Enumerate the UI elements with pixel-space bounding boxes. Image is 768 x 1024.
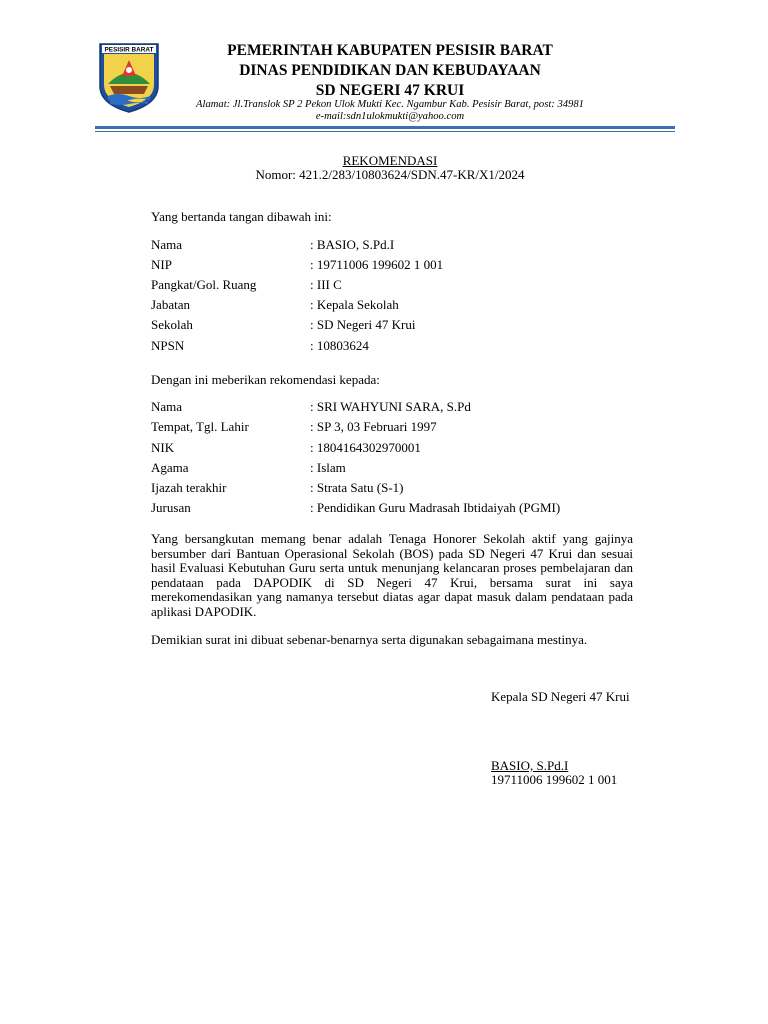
signer-position-label: Jabatan bbox=[151, 297, 190, 312]
signer-name-label: Nama bbox=[151, 237, 183, 252]
recipient-religion-value: : Islam bbox=[310, 460, 346, 475]
signer-position-value: : Kepala Sekolah bbox=[310, 297, 399, 312]
recipient-degree-value: : Strata Satu (S-1) bbox=[310, 480, 404, 495]
letter-closing: Demikian surat ini dibuat sebenar-benarnya serta digunakan sebagaimana mestinya. bbox=[151, 632, 588, 647]
signer-intro: Yang bertanda tangan dibawah ini: bbox=[151, 209, 332, 224]
signature-name: BASIO, S.Pd.I bbox=[491, 758, 569, 773]
letter-number: Nomor: 421.2/283/10803624/SDN.47-KR/X1/2024 bbox=[255, 167, 525, 182]
recipient-major-label: Jurusan bbox=[151, 500, 191, 515]
signer-school-value: : SD Negeri 47 Krui bbox=[310, 317, 416, 332]
recommend-intro: Dengan ini meberikan rekomendasi kepada: bbox=[151, 372, 380, 387]
recipient-degree-label: Ijazah terakhir bbox=[151, 480, 227, 495]
header-address: Alamat: Jl.Translok SP 2 Pekon Ulok Mukti Kec. Ngambur Kab. Pesisir Barat, post: 34981 bbox=[196, 99, 584, 110]
signer-npsn-label: NPSN bbox=[151, 338, 185, 353]
recipient-birth-label: Tempat, Tgl. Lahir bbox=[151, 419, 249, 434]
letter-title: REKOMENDASI bbox=[342, 153, 438, 168]
header-department: DINAS PENDIDIKAN DAN KEBUDAYAAN bbox=[239, 62, 541, 79]
recipient-nik-value: : 1804164302970001 bbox=[310, 440, 421, 455]
recipient-birth-value: : SP 3, 03 Februari 1997 bbox=[310, 419, 437, 434]
recipient-name-value: : SRI WAHYUNI SARA, S.Pd bbox=[310, 399, 471, 414]
letter-body: Yang bersangkutan memang benar adalah Tenaga Honorer Sekolah aktif yang gajinya bersumber dari Bantuan Operasional Sekolah (BOS) pada SD Negeri 47 Krui dan sesuai hasil Evaluasi Kebutuhan Guru serta untuk menunjang kelancaran proses pembelajaran dan pendataan pada DAPODIK di SD Negeri 47 Krui, bersama surat ini saya merekomendasikan yang namanya tersebut diatas agar dapat masuk dalam pendataan pada aplikasi DAPODIK. bbox=[151, 531, 633, 619]
signer-nip-label: NIP bbox=[151, 257, 172, 272]
header-rule-thin bbox=[95, 131, 675, 132]
logo-text: PESISIR BARAT bbox=[104, 46, 154, 54]
signer-rank-label: Pangkat/Gol. Ruang bbox=[151, 277, 257, 292]
signer-nip-value: : 19711006 199602 1 001 bbox=[310, 257, 444, 272]
recipient-nik-label: NIK bbox=[151, 440, 175, 455]
header-rule-thick bbox=[95, 126, 675, 129]
recipient-name-label: Nama bbox=[151, 399, 183, 414]
header-school: SD NEGERI 47 KRUI bbox=[315, 82, 465, 99]
signature-nip: 19711006 199602 1 001 bbox=[491, 772, 618, 787]
header-government: PEMERINTAH KABUPATEN PESISIR BARAT bbox=[227, 42, 553, 59]
signer-npsn-value: : 10803624 bbox=[310, 338, 369, 353]
signer-name-value: : BASIO, S.Pd.I bbox=[310, 237, 395, 252]
header-email: e-mail:sdn1ulokmukti@yahoo.com bbox=[315, 111, 465, 122]
recipient-major-value: : Pendidikan Guru Madrasah Ibtidaiyah (PGMI) bbox=[310, 500, 561, 515]
signature-position: Kepala SD Negeri 47 Krui bbox=[491, 689, 630, 704]
signer-school-label: Sekolah bbox=[151, 317, 193, 332]
signer-rank-value: : III C bbox=[310, 277, 342, 292]
recipient-religion-label: Agama bbox=[151, 460, 189, 475]
